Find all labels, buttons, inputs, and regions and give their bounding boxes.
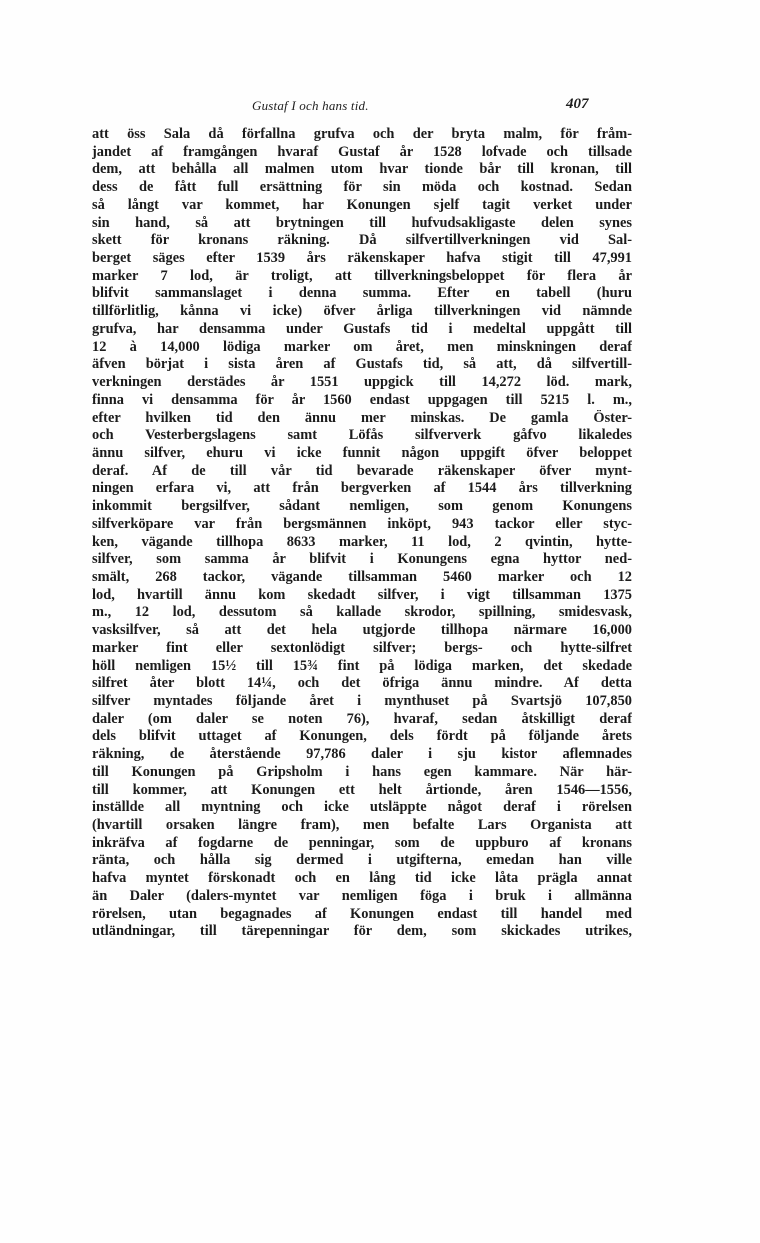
text-line: silfver myntades följande året i mynthuset på Svartsjö 107,850 bbox=[92, 693, 632, 709]
text-line: grufva, har densamma under Gustafs tid i medeltal uppgått till bbox=[92, 320, 632, 337]
text-line: inkräfva af fogdarne de penningar, som de uppburo af kronans bbox=[92, 834, 632, 851]
text-line: räkning, de återstående 97,786 daler i sju kistor aflemnades bbox=[92, 746, 632, 763]
text-line: dels blifvit uttaget af Konungen, dels fördt på följande årets bbox=[92, 728, 632, 745]
text-line: ken, vägande tillhopa 8633 marker, 11 lod, 2 qvintin, hytte- bbox=[92, 533, 632, 550]
text-line: ränta, och hålla sig dermed i utgifterna, emedan han ville bbox=[92, 852, 632, 869]
text-line: till kommer, att Konungen ett helt årtionde, åren 1546—1556, bbox=[92, 781, 632, 798]
text-line: silfret åter blott 14¼, och det öfriga ännu mindre. Af detta bbox=[92, 675, 632, 692]
text-line: ännu silfver, ehuru vi icke funnit någon uppgift öfver beloppet bbox=[92, 444, 632, 461]
text-line: så långt var kommet, har Konungen sjelf tagit verket under bbox=[92, 196, 632, 213]
body-text bbox=[92, 126, 632, 941]
text-line: att öss Sala då förfallna grufva och der bryta malm, för fråm- bbox=[92, 126, 632, 142]
text-line: vasksilfver, så att det hela utgjorde tillhopa närmare 16,000 bbox=[92, 622, 632, 639]
text-line: deraf. Af de till vår tid bevarade räkenskaper öfver mynt- bbox=[92, 462, 632, 479]
text-line: m., 12 lod, dessutom så kallade skrodor, spillning, smidesvask, bbox=[92, 604, 632, 621]
text-line: än Daler (dalers-myntet var nemligen föga i bruk i allmänna bbox=[92, 887, 632, 904]
text-line: (hvartill orsaken längre fram), men befalte Lars Organista att bbox=[92, 817, 632, 834]
text-line: smält, 268 tackor, vägande tillsamman 5460 marker och 12 bbox=[92, 568, 632, 585]
text-line: äfven börjat i sista åren af Gustafs tid, så att, då silfvertill- bbox=[92, 356, 632, 373]
text-line: 12 à 14,000 lödiga marker om året, men minskningen deraf bbox=[92, 338, 632, 355]
text-line: silfverköpare var från bergsmännen inköpt, 943 tackor eller styc- bbox=[92, 515, 632, 532]
page-number: 407 bbox=[566, 96, 589, 112]
text-line: ningen erfara vi, att från bergverken af 1544 års tillverkning bbox=[92, 480, 632, 497]
text-line: verkningen derstädes år 1551 uppgick till 14,272 löd. mark, bbox=[92, 374, 632, 391]
text-line: rörelsen, utan begagnades af Konungen endast till handel med bbox=[92, 905, 632, 922]
text-line: hafva myntet förskonadt och en lång tid icke låta prägla annat bbox=[92, 870, 632, 887]
text-line: inställde all myntning och icke utsläppte något deraf i rörelsen bbox=[92, 799, 632, 816]
text-line: berget säges efter 1539 års räkenskaper hafva stigit till 47,991 bbox=[92, 250, 632, 267]
text-line: marker 7 lod, är troligt, att tillverkningsbeloppet för flera år bbox=[92, 267, 632, 284]
text-line: utländningar, till tärepenningar för dem, som skickades utrikes, bbox=[92, 923, 632, 940]
text-line: skett för kronans räkning. Då silfvertillverkningen vid Sal- bbox=[92, 232, 632, 249]
text-line: jandet af framgången hvaraf Gustaf år 1528 lofvade och tillsade bbox=[92, 143, 632, 160]
text-line: blifvit sammanslaget i denna summa. Efter en tabell (huru bbox=[92, 285, 632, 302]
text-line: sin hand, så att brytningen till hufvudsakligaste delen synes bbox=[92, 214, 632, 231]
text-line: och Vesterbergslagens samt Löfås silfververk gåfvo likaledes bbox=[92, 427, 632, 444]
text-line: till Konungen på Gripsholm i hans egen kammare. När här- bbox=[92, 763, 632, 780]
text-line: tillförlitlig, kånna vi icke) öfver årliga tillverkningen vid nämnde bbox=[92, 303, 632, 320]
text-line: inkommit bergsilfver, sådant nemligen, som genom Konungens bbox=[92, 498, 632, 515]
text-line: dem, att behålla all malmen utom hvar tionde bår till kronan, till bbox=[92, 161, 632, 178]
text-line: marker fint eller sextonlödigt silfver; bergs- och hytte-silfret bbox=[92, 639, 632, 656]
text-line: dess de fått full ersättning för sin möda och kostnad. Sedan bbox=[92, 179, 632, 196]
text-line: lod, hvartill ännu kom skedadt silfver, i vigt tillsamman 1375 bbox=[92, 586, 632, 603]
text-line: finna vi densamma för år 1560 endast uppgagen till 5215 l. m., bbox=[92, 391, 632, 408]
text-line: daler (om daler se noten 76), hvaraf, sedan åtskilligt deraf bbox=[92, 710, 632, 727]
running-head-title: Gustaf I och hans tid. bbox=[252, 98, 369, 113]
library-watermark bbox=[508, 1152, 658, 1174]
text-line: efter hvilken tid den ännu mer minskas. De gamla Öster- bbox=[92, 409, 632, 426]
text-line: silfver, som samma år blifvit i Konungens egna hyttor ned- bbox=[92, 551, 632, 568]
text-line: höll nemligen 15½ till 15¾ fint på lödiga marken, det skedade bbox=[92, 657, 632, 674]
